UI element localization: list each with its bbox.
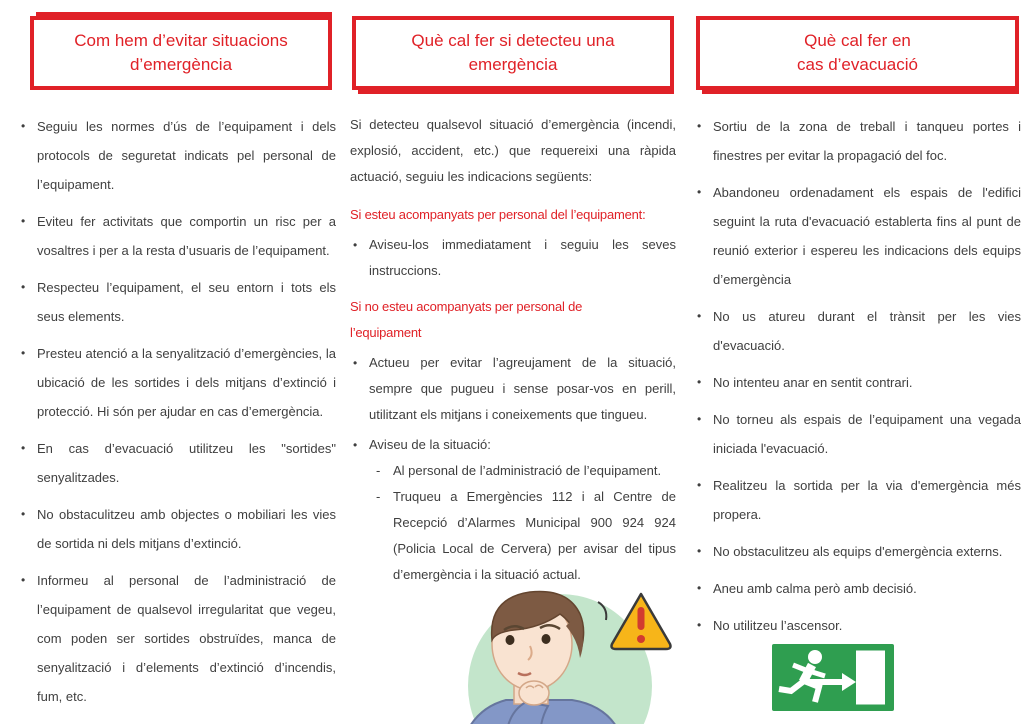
pictogram-head (808, 650, 822, 664)
bullet-text: Eviteu fer activitats que comportin un risc per a vosaltres i per a la resta d’usuaris de l’equipament. (37, 214, 336, 258)
header-evacuation (696, 16, 1019, 90)
list-item (694, 537, 1021, 566)
dash-text: Al personal de l’administració de l’equipament. (393, 463, 662, 478)
dash-item (369, 484, 676, 588)
header-line: cas d’evacuació (797, 55, 918, 74)
list-item (18, 112, 336, 199)
dash-item (369, 458, 676, 484)
bullet-text: Presteu atenció a la senyalització d’emergències, la ubicació de les sortides i dels mitjans d’extinció i protecció. Hi són per ajudar en cas d’emergència. (37, 346, 336, 419)
dash-text: Truqueu a Emergències 112 i al Centre de Recepció d’Alarmes Municipal 900 924 924 (Policia Local de Cervera) per avisar del tipus d’emergència i la situació actual. (393, 489, 676, 582)
list-item (18, 339, 336, 426)
exit-sign-graphic (772, 644, 894, 711)
bullet-text: No obstaculitzeu amb objectes o mobiliari les vies de sortida ni dels mitjans d’extinció. (37, 507, 336, 551)
header-line: d’emergència (129, 55, 233, 74)
bullet-text: Sortiu de la zona de treball i tanqueu portes i finestres per evitar la propagació del foc. (713, 119, 1021, 163)
bullet-text: En cas d’evacuació utilitzeu les "sortides" senyalitzades. (37, 441, 336, 485)
list-item (18, 566, 336, 711)
list-item (694, 611, 1021, 640)
exclamation-dot (637, 635, 645, 643)
exclamation-bar (638, 607, 645, 630)
list-item (18, 434, 336, 492)
list-item (18, 500, 336, 558)
header-prevention (30, 16, 332, 90)
list-item (694, 574, 1021, 603)
hand-fist (519, 681, 549, 705)
bullet-text: Informeu al personal de l’administració de l’equipament de qualsevol irregularitat que vegeu, com poden ser sortides obstruïdes, manca de senyalització i d’elements d’extinció d’incendis, fum, etc. (37, 573, 336, 704)
bullet-text: No us atureu durant el trànsit per les vies d'evacuació. (713, 309, 1021, 353)
list-item (694, 302, 1021, 360)
bullet-text: Aviseu de la situació: (369, 437, 491, 452)
not-accompanied-list (350, 350, 676, 588)
column-evacuation (694, 14, 1021, 714)
bullet-text: No obstaculitzeu als equips d'emergència externs. (713, 544, 1003, 559)
list-item (694, 178, 1021, 294)
header-detection (352, 16, 674, 90)
bullet-text: Abandoneu ordenadament els espais de l'edifici seguint la ruta d'evacuació establerta fins al punt de reunió exterior i espereu les indicacions dels equips d’emergència (713, 185, 1021, 287)
bullet-text: No torneu als espais de l’equipament una vegada iniciada l'evacuació. (713, 412, 1021, 456)
column-detection (350, 14, 676, 714)
bullet-text: Realitzeu la sortida per la via d'emergència més propera. (713, 478, 1021, 522)
bullet-text: Actueu per evitar l’agreujament de la situació, sempre que pugueu i sense posar-vos en perill, utilitzant els mitjans i coneixements que tingueu. (369, 355, 676, 422)
header-line: Què cal fer si detecteu una (411, 31, 615, 50)
exit-door (856, 651, 885, 705)
list-item (694, 112, 1021, 170)
list-item (18, 207, 336, 265)
column-prevention (18, 14, 336, 714)
subheading-accompanied: Si esteu acompanyats per personal del l’equipament: (350, 207, 646, 222)
prevention-list (18, 112, 336, 711)
header-line: emergència (468, 55, 558, 74)
list-item (694, 471, 1021, 529)
list-item (350, 350, 676, 428)
bullet-text: No utilitzeu l’ascensor. (713, 618, 843, 633)
bullet-text: Respecteu l’equipament, el seu entorn i tots els seus elements. (37, 280, 336, 324)
subheading-not-accompanied: Si no esteu acompanyats per personal de l’equipament (350, 299, 583, 340)
eye-right (542, 634, 551, 644)
bullet-text: Seguiu les normes d’ús de l’equipament i dels protocols de seguretat indicats pel personal de l’equipament. (37, 119, 336, 192)
eye-left (506, 635, 515, 645)
list-item (694, 405, 1021, 463)
bullet-text: Aviseu-los immediatament i seguiu les seves instruccions. (369, 237, 676, 278)
header-line: Com hem d’evitar situacions (74, 31, 288, 50)
list-item (350, 232, 676, 284)
accompanied-list (350, 232, 676, 284)
bullet-text: Aneu amb calma però amb decisió. (713, 581, 917, 596)
detection-intro: Si detecteu qualsevol situació d’emergència (incendi, explosió, accident, etc.) que requereixi una ràpida actuació, seguiu les indicacions següents: (350, 117, 676, 184)
bullet-text: No intenteu anar en sentit contrari. (713, 375, 913, 390)
emergency-exit-icon (772, 644, 894, 711)
thinking-person-illustration (448, 588, 676, 724)
list-item (694, 368, 1021, 397)
list-item (18, 273, 336, 331)
list-item-notify (350, 432, 676, 588)
evacuation-list (694, 112, 1021, 640)
thinking-person-graphic (448, 588, 676, 724)
header-line: Què cal fer en (804, 31, 911, 50)
